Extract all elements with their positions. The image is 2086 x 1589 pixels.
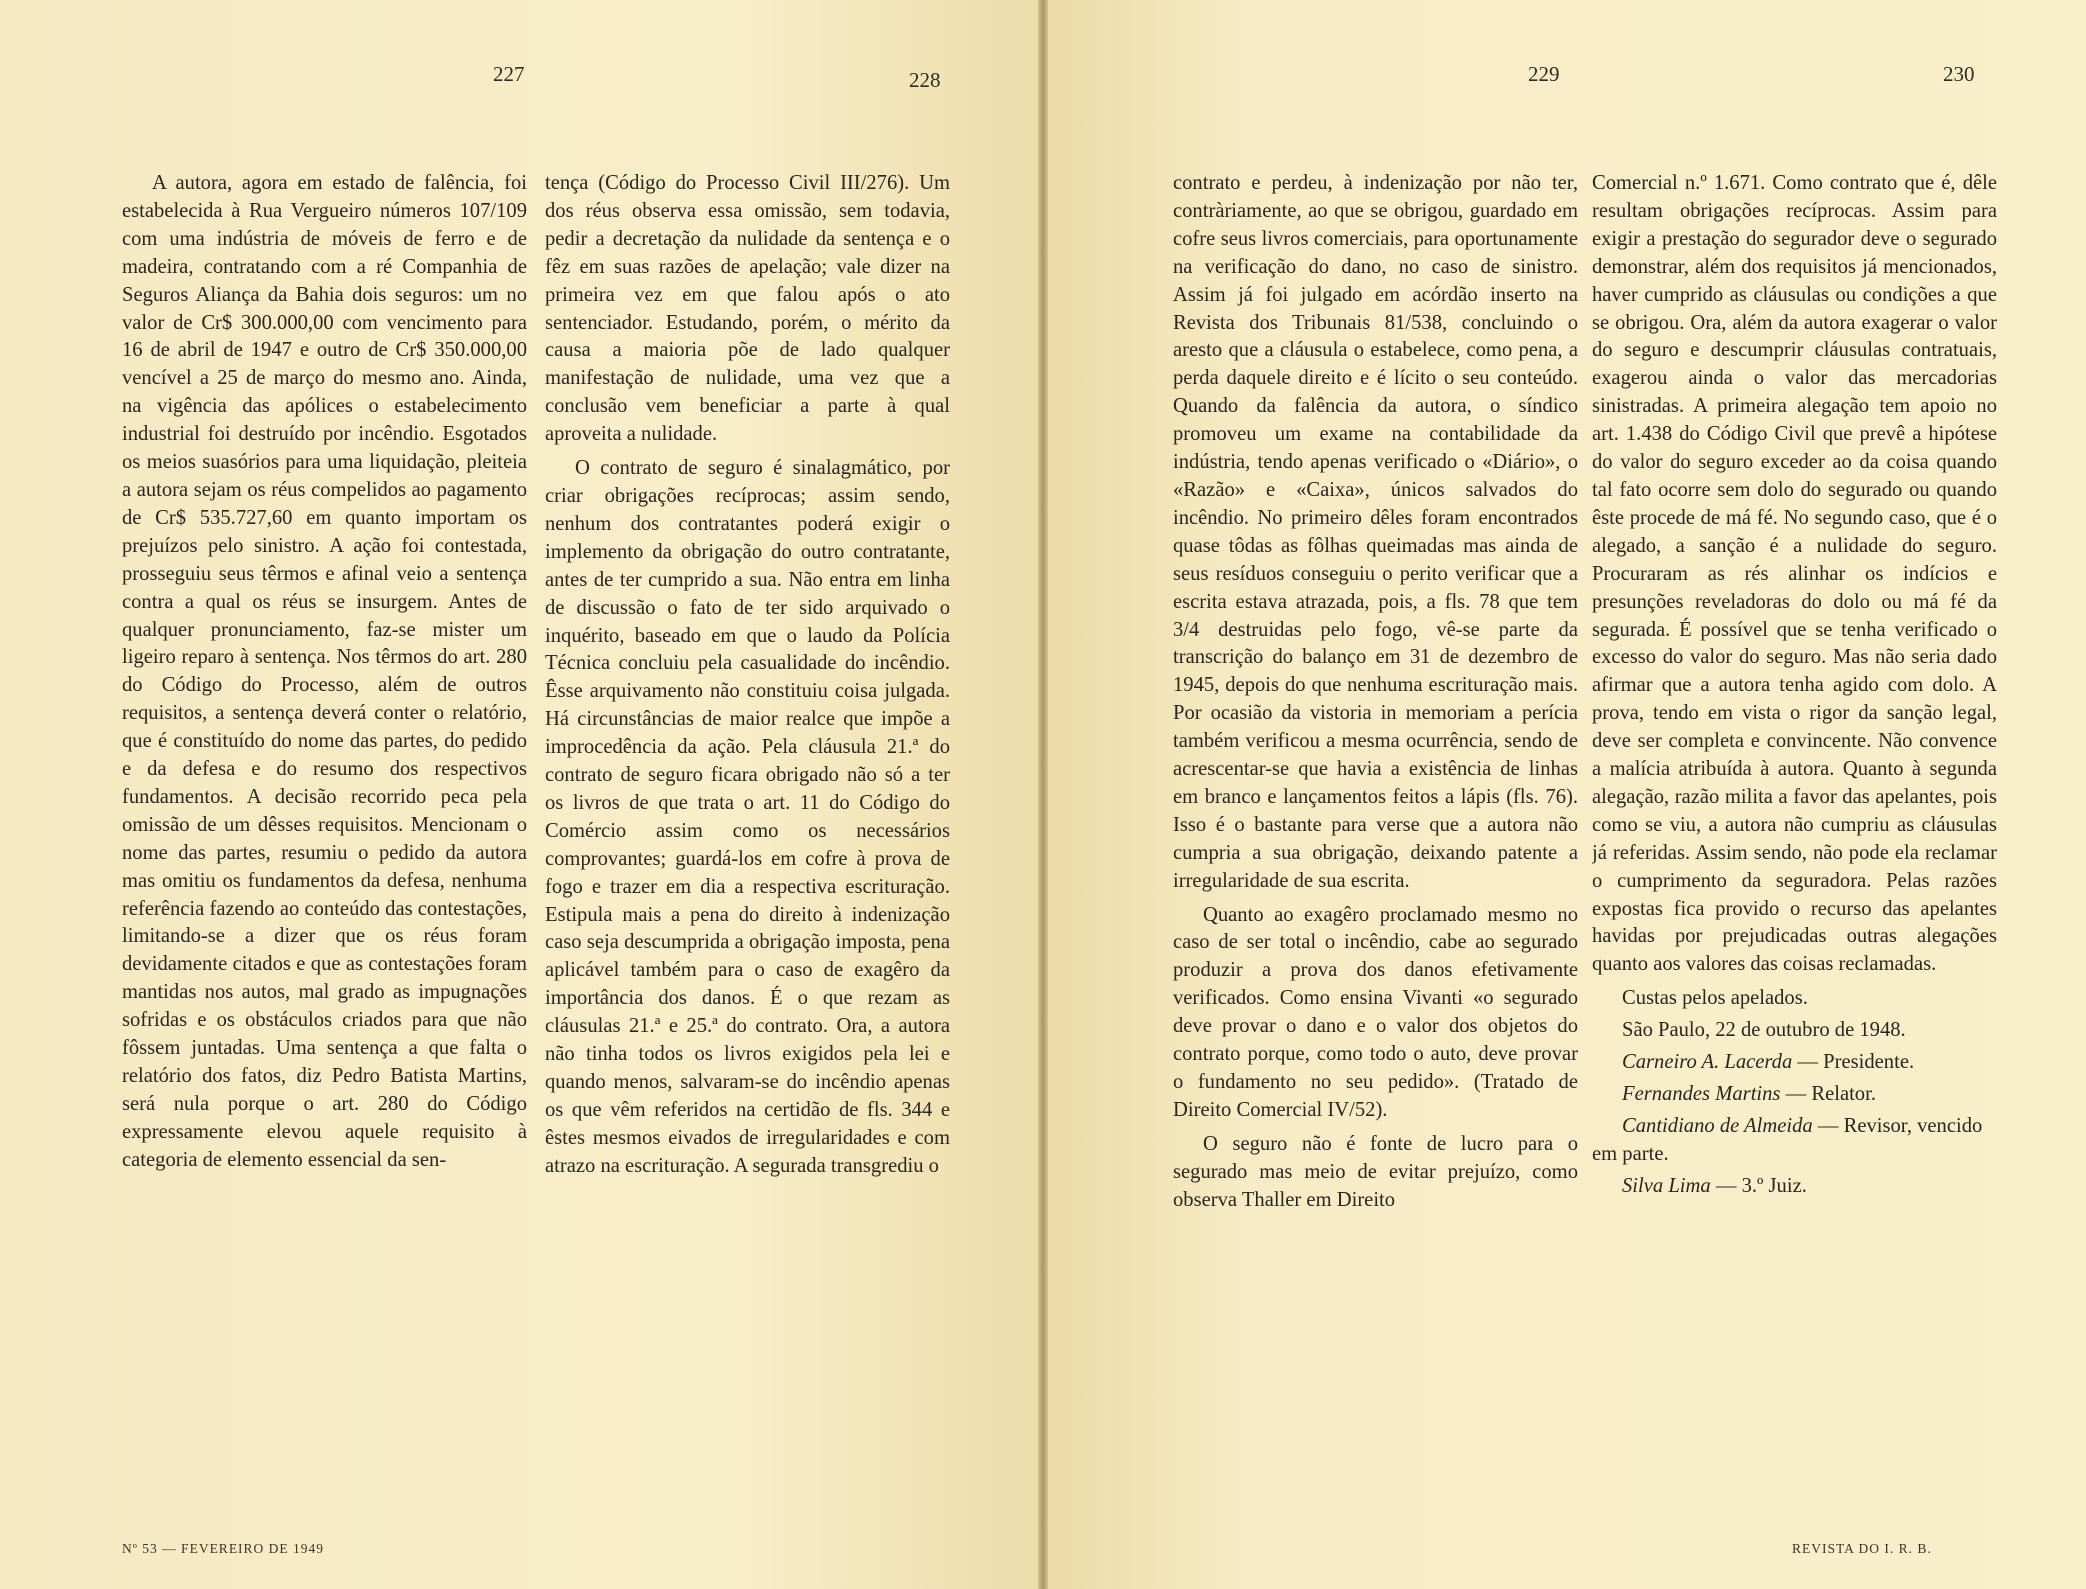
signature-name: Cantidiano de Almeida xyxy=(1622,1114,1813,1137)
date-line: São Paulo, 22 de outubro de 1948. xyxy=(1622,1019,1906,1042)
book-gutter xyxy=(1038,0,1048,1589)
text-column-3 xyxy=(1173,170,1578,1430)
paragraph: contrato e perdeu, à indenização por não ter, contràriamente, ao que se obrigou, guardado em cofre seus livros comerciais, para oportunamente na verificação do dano, no caso de sinistro. Assim já foi julgado em acórdão inserto na Revista dos Tribunais 81/538, concluindo o aresto que a cláusula o estabelece, como pena, a perda daquele direito e é lícito o seu conteúdo. Quando da falência da autora, o síndico promoveu um exame na contabilidade da indústria, tendo apenas verificado o «Diário», o «Razão» e «Caixa», únicos salvados do incêndio. No primeiro dêles foram encontrados quase tôdas as fôlhas queimadas mas ainda de seus resíduos conseguiu o perito verificar que a escrita estava atrazada, pois, a fls. 78 que tem 3/4 destruidas pelo fogo, vê-se parte da transcrição do balanço em 31 de dezembro de 1945, depois do que nenhuma escrituração mais. Por ocasião da vistoria in memoriam a perícia também verificou a mesma ocurrência, sendo de acrescentar-se que havia a existência de linhas em branco e lançamentos feitos a lápis (fls. 76). Isso é o bastante para verse que a autora não cumpria a sua obrigação, deixando patente a irregularidade de sua escrita. xyxy=(1173,172,1578,892)
signature-name: Silva Lima xyxy=(1622,1174,1711,1197)
paragraph: A autora, agora em estado de falência, foi estabelecida à Rua Vergueiro números 107/109 com uma indústria de móveis de ferro e de madeira, contratando com a ré Companhia de Seguros Aliança da Bahia dois seguros: um no valor de Cr$ 300.000,00 com vencimento para 16 de abril de 1947 e outro de Cr$ 350.000,00 vencível a 25 de março do mesmo ano. Ainda, na vigência das apólices o estabelecimento industrial foi destruído por incêndio. Esgotados os meios suasórios para uma liquidação, pleiteia a autora sejam os réus compelidos ao pagamento de Cr$ 535.727,60 em quanto importam os prejuízos pelo sinistro. A ação foi contestada, prosseguiu seus têrmos e afinal veio a sentença contra a qual os réus se insurgem. Antes de qualquer pronunciamento, faz-se mister um ligeiro reparo à sentença. Nos têrmos do art. 280 do Código do Processo, além de outros requisitos, a sentença deverá conter o relatório, que é constituído do nome das partes, do pedido e da defesa e do resumo dos respectivos fundamentos. A decisão recorrido peca pela omissão de um dêsses requisitos. Mencionam o nome das partes, resumiu o pedido da autora mas omitiu os fundamentos da defesa, nenhuma referência fazendo ao conteúdo das contestações, limitando-se a dizer que os réus foram devidamente citados e que as contestações foram mantidas nos autos, mal grado as impugnações sofridas e os obstáculos criados para que não fôssem juntadas. Uma sentença a que falta o relatório dos fatos, diz Pedro Batista Martins, será nula porque o art. 280 do Código expressamente elevou aquele requisito à categoria de elemento essencial da sen- xyxy=(122,172,527,1171)
signature-role: — Presidente. xyxy=(1792,1051,1915,1074)
costs-line: Custas pelos apelados. xyxy=(1622,987,1808,1010)
page-number-227: 227 xyxy=(493,62,525,86)
signature-name: Fernandes Martins xyxy=(1622,1083,1781,1105)
signature-juiz xyxy=(1592,1173,1997,1201)
signature-role: — Relator. xyxy=(1780,1083,1876,1105)
footer-issue: Nº 53 — FEVEREIRO DE 1949 xyxy=(122,1541,325,1556)
paragraph: Quanto ao exagêro proclamado mesmo no caso de ser total o incêndio, cabe ao segurado produzir a prova dos danos efetivamente verificados. Como ensina Vivanti «o segurado deve provar o dano e o valor dos objetos do contrato porque, como todo o auto, deve provar o fundamento no seu pedido». (Tratado de Direito Comercial IV/52). xyxy=(1173,903,1578,1121)
signature-name: Carneiro A. Lacerda xyxy=(1622,1051,1793,1074)
page-number-229: 229 xyxy=(1528,62,1560,86)
signature-presidente xyxy=(1592,1049,1997,1077)
paragraph: O contrato de seguro é sinalagmático, por criar obrigações recíprocas; assim sendo, nenhum dos contratantes poderá exigir o implemento da obrigação do outro contratante, antes de ter cumprido a sua. Não entra em linha de discussão o fato de ter sido arquivado o inquérito, baseado em que o laudo da Polícia Técnica concluiu pela casualidade do incêndio. Êsse arquivamento não constituiu coisa julgada. Há circunstâncias de maior realce que impõe a improcedência da ação. Pela cláusula 21.ª do contrato de seguro ficara obrigado não só a ter os livros de que trata o art. 11 do Código do Comércio assim como os necessários comprovantes; guardá-los em cofre à prova de fogo e trazer em dia a respectiva escrituração. Estipula mais a pena do direito à indenização caso seja descumprida a obrigação imposta, pena aplicável também para o caso de exagêro da importância dos danos. É o que rezam as cláusulas 21.ª e 25.ª do contrato. Ora, a autora não tinha todos os livros exigidos pela lei e quando menos, salvaram-se do incêndio apenas os que vêm referidos na certidão de fls. 344 e êstes mesmos eivados de irregularidades e com atrazo na escrituração. A segurada transgrediu o xyxy=(545,457,950,1177)
signature-role: — 3.º Juiz. xyxy=(1710,1174,1807,1197)
footer-journal: REVISTA DO I. R. B. xyxy=(1792,1541,1932,1556)
signature-revisor xyxy=(1592,1113,1997,1169)
signature-relator xyxy=(1592,1081,1997,1109)
text-column-1 xyxy=(122,170,527,1430)
paragraph: Comercial n.º 1.671. Como contrato que é, dêle resultam obrigações recíprocas. Assim para exigir a prestação do segurador deve o segurado demonstrar, além dos requisitos já mencionados, haver cumprido as cláusulas ou condições a que se obrigou. Ora, além da autora exagerar o valor do seguro e descumprir cláusulas contratuais, exagerou ainda o valor das mercadorias sinistradas. A primeira alegação tem apoio no art. 1.438 do Código Civil que prevê a hipótese do valor do seguro exceder ao da coisa quando tal fato ocorre sem dolo do segurado ou quando êste procede de má fé. No segundo caso, que é o alegado, a sanção é a nulidade do seguro. Procuraram as rés alinhar os indícios e presunções reveladoras do dolo ou má fé da segurada. É possível que se tenha verificado o excesso do valor do seguro. Mas não seria dado afirmar que a autora tenha agido com dolo. A prova, tendo em vista o rigor da sanção legal, deve ser completa e convincente. Não convence a malícia atribuída à autora. Quanto à segunda alegação, razão milita a favor das apelantes, pois como se viu, a autora não cumpriu as cláusulas já referidas. Assim sendo, não pode ela reclamar o cumprimento da seguradora. Pelas razões expostas fica provido o recurso das apelantes havidas por prejudicadas outras alegações quanto aos valores das coisas reclamadas. xyxy=(1592,172,1997,976)
paragraph: O seguro não é fonte de lucro para o segurado mas meio de evitar prejuízo, como observa Thaller em Direito xyxy=(1173,1132,1578,1211)
text-column-2 xyxy=(545,170,950,1430)
page-number-230: 230 xyxy=(1943,62,1975,86)
text-column-4 xyxy=(1592,170,1997,1430)
signature-role: — Revisor, vencido em parte. xyxy=(1592,1114,1983,1165)
paragraph: tença (Código do Processo Civil III/276). Um dos réus observa essa omissão, sem todavia, pedir a decretação da nulidade da sentença e o fêz em suas razões de apelação; vale dizer na primeira vez em que falou após o ato sentenciador. Estudando, porém, o mérito da causa a maioria põe de lado qualquer manifestação de nulidade, uma vez que a conclusão vem beneficiar a parte à qual aproveita a nulidade. xyxy=(545,172,950,446)
page-number-228: 228 xyxy=(909,68,941,92)
